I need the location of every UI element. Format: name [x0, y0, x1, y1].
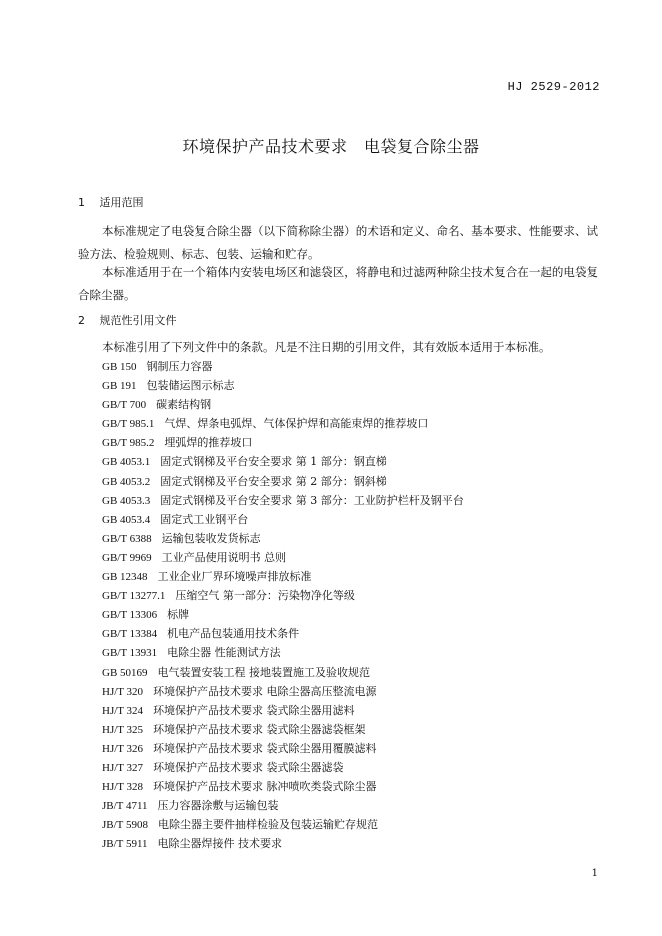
page-number: 1: [591, 868, 598, 879]
reference-code: GB/T 9969: [102, 551, 152, 564]
reference-code: GB/T 985.2: [102, 437, 155, 450]
reference-code: GB 4053.3: [102, 494, 151, 507]
reference-title: 固定式钢梯及平台安全要求 第 2 部分：钢斜梯: [160, 474, 387, 488]
reference-title: 压力容器涂敷与运输包装: [157, 799, 279, 813]
reference-item: [102, 567, 464, 586]
reference-code: GB 12348: [102, 571, 148, 584]
reference-code: GB/T 13384: [102, 628, 158, 641]
reference-code: GB/T 985.1: [102, 418, 155, 431]
reference-item: [102, 624, 464, 643]
reference-item: [102, 376, 464, 395]
reference-item: [102, 758, 464, 777]
reference-item: [102, 815, 464, 834]
reference-code: GB/T 13306: [102, 609, 158, 622]
reference-code: HJ/T 324: [102, 704, 144, 717]
reference-code: GB 50169: [102, 666, 148, 679]
reference-title: 固定式钢梯及平台安全要求 第 1 部分：钢直梯: [160, 455, 387, 469]
reference-code: GB/T 13277.1: [102, 590, 166, 603]
reference-code: HJ/T 320: [102, 685, 144, 698]
reference-title: 环境保护产品技术要求 袋式除尘器用滤料: [153, 703, 355, 717]
reference-title: 环境保护产品技术要求 脉冲喷吹类袋式除尘器: [153, 780, 377, 794]
reference-code: GB 150: [102, 361, 137, 373]
reference-code: GB/T 13931: [102, 647, 158, 660]
section-title: 规范性引用文件: [99, 314, 177, 327]
reference-title: 气焊、焊条电弧焊、气体保护焊和高能束焊的推荐坡口: [164, 417, 429, 431]
reference-item: [102, 414, 464, 433]
standard-code: HJ 2529-2012: [507, 80, 600, 94]
reference-code: JB/T 4711: [102, 800, 148, 813]
reference-item: [102, 720, 464, 739]
section-heading-scope: [78, 194, 144, 210]
references-intro: 本标准引用了下列文件中的条款。凡是不注日期的引用文件，其有效版本适用于本标准。: [102, 340, 551, 354]
reference-item: [102, 529, 464, 548]
reference-code: GB/T 700: [102, 399, 147, 412]
reference-item: [102, 701, 464, 720]
reference-title: 环境保护产品技术要求 袋式除尘器用覆膜滤料: [153, 741, 377, 755]
reference-title: 压缩空气 第一部分：污染物净化等级: [175, 589, 355, 603]
reference-title: 环境保护产品技术要求 袋式除尘器滤袋框架: [153, 722, 366, 736]
reference-title: 电除尘器 性能测试方法: [167, 646, 281, 660]
section-number: 2: [78, 314, 85, 327]
section-number: 1: [78, 196, 85, 209]
reference-title: 埋弧焊的推荐坡口: [164, 436, 253, 450]
reference-title: 固定式钢梯及平台安全要求 第 3 部分：工业防护栏杆及钢平台: [160, 493, 464, 507]
reference-item: [102, 472, 464, 491]
reference-item: [102, 739, 464, 758]
reference-title: 工业产品使用说明书 总则: [161, 550, 287, 564]
document-title: 环境保护产品技术要求 电袋复合除尘器: [182, 137, 480, 156]
reference-title: 环境保护产品技术要求 电除尘器高压整流电源: [153, 684, 377, 698]
reference-code: JB/T 5908: [102, 819, 148, 832]
reference-title: 工业企业厂界环境噪声排放标准: [157, 570, 312, 584]
reference-list: [102, 357, 464, 853]
reference-code: GB 4053.4: [102, 513, 151, 526]
reference-item: [102, 605, 464, 624]
reference-item: [102, 682, 464, 701]
reference-item: [102, 663, 464, 682]
reference-item: [102, 452, 464, 471]
reference-title: 包装储运图示标志: [146, 379, 235, 393]
section-heading-normative-references: [78, 312, 177, 328]
reference-code: GB 4053.2: [102, 475, 151, 488]
reference-code: HJ/T 328: [102, 781, 144, 794]
reference-title: 电除尘器主要件抽样检验及包装运输贮存规范: [157, 818, 378, 832]
reference-title: 环境保护产品技术要求 袋式除尘器滤袋: [153, 760, 344, 774]
reference-code: GB/T 6388: [102, 532, 152, 545]
reference-item: [102, 433, 464, 452]
reference-item: [102, 834, 464, 853]
reference-item: [102, 395, 464, 414]
reference-title: 运输包装收发货标志: [161, 531, 261, 545]
section-title: 适用范围: [99, 196, 144, 209]
reference-item: [102, 357, 464, 376]
reference-item: [102, 510, 464, 529]
reference-item: [102, 643, 464, 662]
reference-code: GB 191: [102, 380, 137, 393]
reference-title: 钢制压力容器: [146, 360, 213, 373]
reference-title: 电除尘器焊接件 技术要求: [157, 837, 283, 851]
reference-item: [102, 796, 464, 815]
reference-code: HJ/T 327: [102, 761, 144, 774]
reference-code: HJ/T 325: [102, 723, 144, 736]
reference-code: JB/T 5911: [102, 838, 148, 851]
reference-title: 电气装置安装工程 接地装置施工及验收规范: [157, 665, 371, 679]
reference-code: GB 4053.1: [102, 456, 151, 469]
reference-title: 机电产品包装通用技术条件: [167, 627, 300, 641]
reference-item: [102, 491, 464, 510]
reference-item: [102, 548, 464, 567]
reference-code: HJ/T 326: [102, 742, 144, 755]
scope-paragraph-1: 本标准规定了电袋复合除尘器（以下简称除尘器）的术语和定义、命名、基本要求、性能要求、试验方法、检验规则、标志、包装、运输和贮存。: [78, 224, 598, 261]
reference-title: 标牌: [167, 608, 190, 622]
reference-item: [102, 586, 464, 605]
reference-item: [102, 777, 464, 796]
reference-title: 固定式工业钢平台: [160, 512, 249, 526]
scope-paragraph-2: 本标准适用于在一个箱体内安装电场区和滤袋区，将静电和过滤两种除尘技术复合在一起的电袋复合除尘器。: [78, 265, 598, 302]
reference-title: 碳素结构钢: [156, 398, 212, 412]
